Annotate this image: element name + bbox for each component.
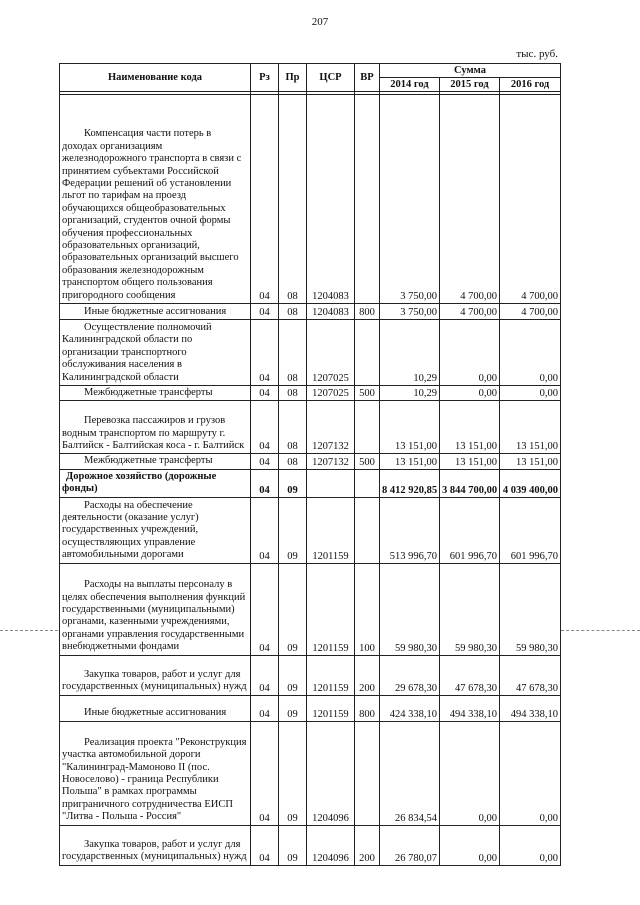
row-2016: 0,00 (500, 386, 561, 401)
row-2016: 13 151,00 (500, 454, 561, 469)
row-csr: 1207025 (307, 320, 355, 386)
row-rz: 04 (251, 454, 279, 469)
row-csr: 1201159 (307, 497, 355, 563)
row-rz: 04 (251, 469, 279, 497)
row-2016: 0,00 (500, 320, 561, 386)
row-2015: 4 700,00 (440, 95, 500, 304)
row-2016: 47 678,30 (500, 655, 561, 695)
row-rz: 04 (251, 304, 279, 320)
row-csr: 1207132 (307, 454, 355, 469)
row-name: Иные бюджетные ассигнования (60, 304, 251, 320)
row-pr: 08 (279, 386, 307, 401)
row-csr: 1207025 (307, 386, 355, 401)
row-name: Расходы на обеспечение деятельности (оказание услуг) государственных учреждений, осуществляющих управление автомобильными дорогами (60, 497, 251, 563)
table-row (60, 695, 561, 721)
row-pr: 08 (279, 95, 307, 304)
row-name: Дорожное хозяйство (дорожные фонды) (60, 469, 251, 497)
row-pr: 08 (279, 454, 307, 469)
row-name: Осуществление полномочий Калининградской области по организации транспортного обслуживания населения в Калининградской области (60, 320, 251, 386)
row-csr: 1201159 (307, 655, 355, 695)
row-pr: 09 (279, 655, 307, 695)
row-rz: 04 (251, 695, 279, 721)
header-csr: ЦСР (307, 64, 355, 92)
table-row (60, 563, 561, 655)
row-csr: 1207132 (307, 401, 355, 454)
row-2016: 4 700,00 (500, 304, 561, 320)
row-2014: 8 412 920,85 (380, 469, 440, 497)
row-rz: 04 (251, 497, 279, 563)
row-2016: 4 700,00 (500, 95, 561, 304)
row-rz: 04 (251, 95, 279, 304)
row-vr (355, 721, 380, 825)
row-vr: 200 (355, 655, 380, 695)
header-vr: ВР (355, 64, 380, 92)
row-name: Межбюджетные трансферты (60, 454, 251, 469)
row-2015: 3 844 700,00 (440, 469, 500, 497)
table-row (60, 655, 561, 695)
row-2016: 0,00 (500, 825, 561, 865)
row-pr: 09 (279, 563, 307, 655)
row-2015: 494 338,10 (440, 695, 500, 721)
row-2015: 47 678,30 (440, 655, 500, 695)
row-2015: 601 996,70 (440, 497, 500, 563)
header-2016: 2016 год (500, 78, 561, 92)
row-vr: 500 (355, 386, 380, 401)
table-row (60, 497, 561, 563)
row-name: Компенсация части потерь в доходах организациям железнодорожного транспорта в связи с принятием субъектами Российской Федерации решений об установлении льгот по тарифам на проезд обучающихся общеобразовательных организаций, студентов очной формы обучения профессиональных образовательных организаций, образовательных организаций высшего образования железнодорожным транспортом общего пользования пригородного сообщения (60, 95, 251, 304)
row-2014: 10,29 (380, 320, 440, 386)
header-2014: 2014 год (380, 78, 440, 92)
row-pr: 09 (279, 825, 307, 865)
row-2014: 26 780,07 (380, 825, 440, 865)
row-2016: 59 980,30 (500, 563, 561, 655)
row-vr (355, 497, 380, 563)
row-vr (355, 401, 380, 454)
row-2016: 4 039 400,00 (500, 469, 561, 497)
table-row (60, 320, 561, 386)
row-vr: 800 (355, 304, 380, 320)
row-rz: 04 (251, 721, 279, 825)
page-number: 207 (311, 16, 329, 28)
scan-artifact-right (561, 630, 640, 631)
row-csr: 1201159 (307, 563, 355, 655)
row-rz: 04 (251, 401, 279, 454)
row-name: Закупка товаров, работ и услуг для государственных (муниципальных) нужд (60, 655, 251, 695)
row-vr: 800 (355, 695, 380, 721)
row-vr: 100 (355, 563, 380, 655)
header-sum: Сумма (380, 64, 561, 78)
row-vr: 500 (355, 454, 380, 469)
row-2014: 29 678,30 (380, 655, 440, 695)
row-2015: 0,00 (440, 721, 500, 825)
row-2014: 13 151,00 (380, 454, 440, 469)
row-2014: 59 980,30 (380, 563, 440, 655)
table-row (60, 95, 561, 304)
row-2014: 3 750,00 (380, 304, 440, 320)
row-csr: 1201159 (307, 695, 355, 721)
table-row (60, 401, 561, 454)
row-rz: 04 (251, 825, 279, 865)
row-2016: 0,00 (500, 721, 561, 825)
row-2015: 13 151,00 (440, 454, 500, 469)
row-name: Перевозка пассажиров и грузов водным транспортом по маршруту г. Балтийск - Балтийская коса - г. Балтийск (60, 401, 251, 454)
row-name: Реализация проекта "Реконструкция участка автомобильной дороги "Калининград-Мамоново II (пос. Новоселово) - граница Республики Польша" в рамках программы приграничного сотрудничества ЕИСП "Литва - Польша - Россия" (60, 721, 251, 825)
row-csr (307, 469, 355, 497)
row-pr: 09 (279, 469, 307, 497)
row-csr: 1204096 (307, 825, 355, 865)
row-2014: 3 750,00 (380, 95, 440, 304)
row-pr: 09 (279, 497, 307, 563)
table-row (60, 454, 561, 469)
header-rz: Рз (251, 64, 279, 92)
table-header (60, 64, 561, 92)
scan-artifact-left (0, 630, 58, 631)
row-2014: 424 338,10 (380, 695, 440, 721)
row-rz: 04 (251, 386, 279, 401)
row-2015: 4 700,00 (440, 304, 500, 320)
row-name: Иные бюджетные ассигнования (60, 695, 251, 721)
row-csr: 1204083 (307, 95, 355, 304)
header-2015: 2015 год (440, 78, 500, 92)
row-2015: 59 980,30 (440, 563, 500, 655)
row-2016: 601 996,70 (500, 497, 561, 563)
budget-table (59, 63, 561, 866)
row-2014: 513 996,70 (380, 497, 440, 563)
row-2016: 13 151,00 (500, 401, 561, 454)
row-2015: 0,00 (440, 386, 500, 401)
row-name: Межбюджетные трансферты (60, 386, 251, 401)
row-pr: 09 (279, 695, 307, 721)
row-2014: 10,29 (380, 386, 440, 401)
table-row (60, 825, 561, 865)
row-2015: 13 151,00 (440, 401, 500, 454)
row-rz: 04 (251, 655, 279, 695)
row-2015: 0,00 (440, 320, 500, 386)
row-pr: 09 (279, 721, 307, 825)
row-pr: 08 (279, 401, 307, 454)
row-pr: 08 (279, 320, 307, 386)
row-vr (355, 95, 380, 304)
row-2014: 26 834,54 (380, 721, 440, 825)
table-row (60, 386, 561, 401)
header-pr: Пр (279, 64, 307, 92)
row-vr (355, 469, 380, 497)
units-label: тыс. руб. (516, 48, 558, 60)
row-name: Расходы на выплаты персоналу в целях обеспечения выполнения функций государственными (муниципальными) органами, казенными учреждениями, органами управления государственными внебюджетными фондами (60, 563, 251, 655)
row-rz: 04 (251, 320, 279, 386)
table-row (60, 304, 561, 320)
row-vr (355, 320, 380, 386)
row-name: Закупка товаров, работ и услуг для государственных (муниципальных) нужд (60, 825, 251, 865)
table-row-section (60, 469, 561, 497)
row-2015: 0,00 (440, 825, 500, 865)
row-2014: 13 151,00 (380, 401, 440, 454)
row-2016: 494 338,10 (500, 695, 561, 721)
header-name: Наименование кода (60, 64, 251, 92)
row-csr: 1204083 (307, 304, 355, 320)
row-csr: 1204096 (307, 721, 355, 825)
table-row (60, 721, 561, 825)
row-vr: 200 (355, 825, 380, 865)
row-rz: 04 (251, 563, 279, 655)
row-pr: 08 (279, 304, 307, 320)
